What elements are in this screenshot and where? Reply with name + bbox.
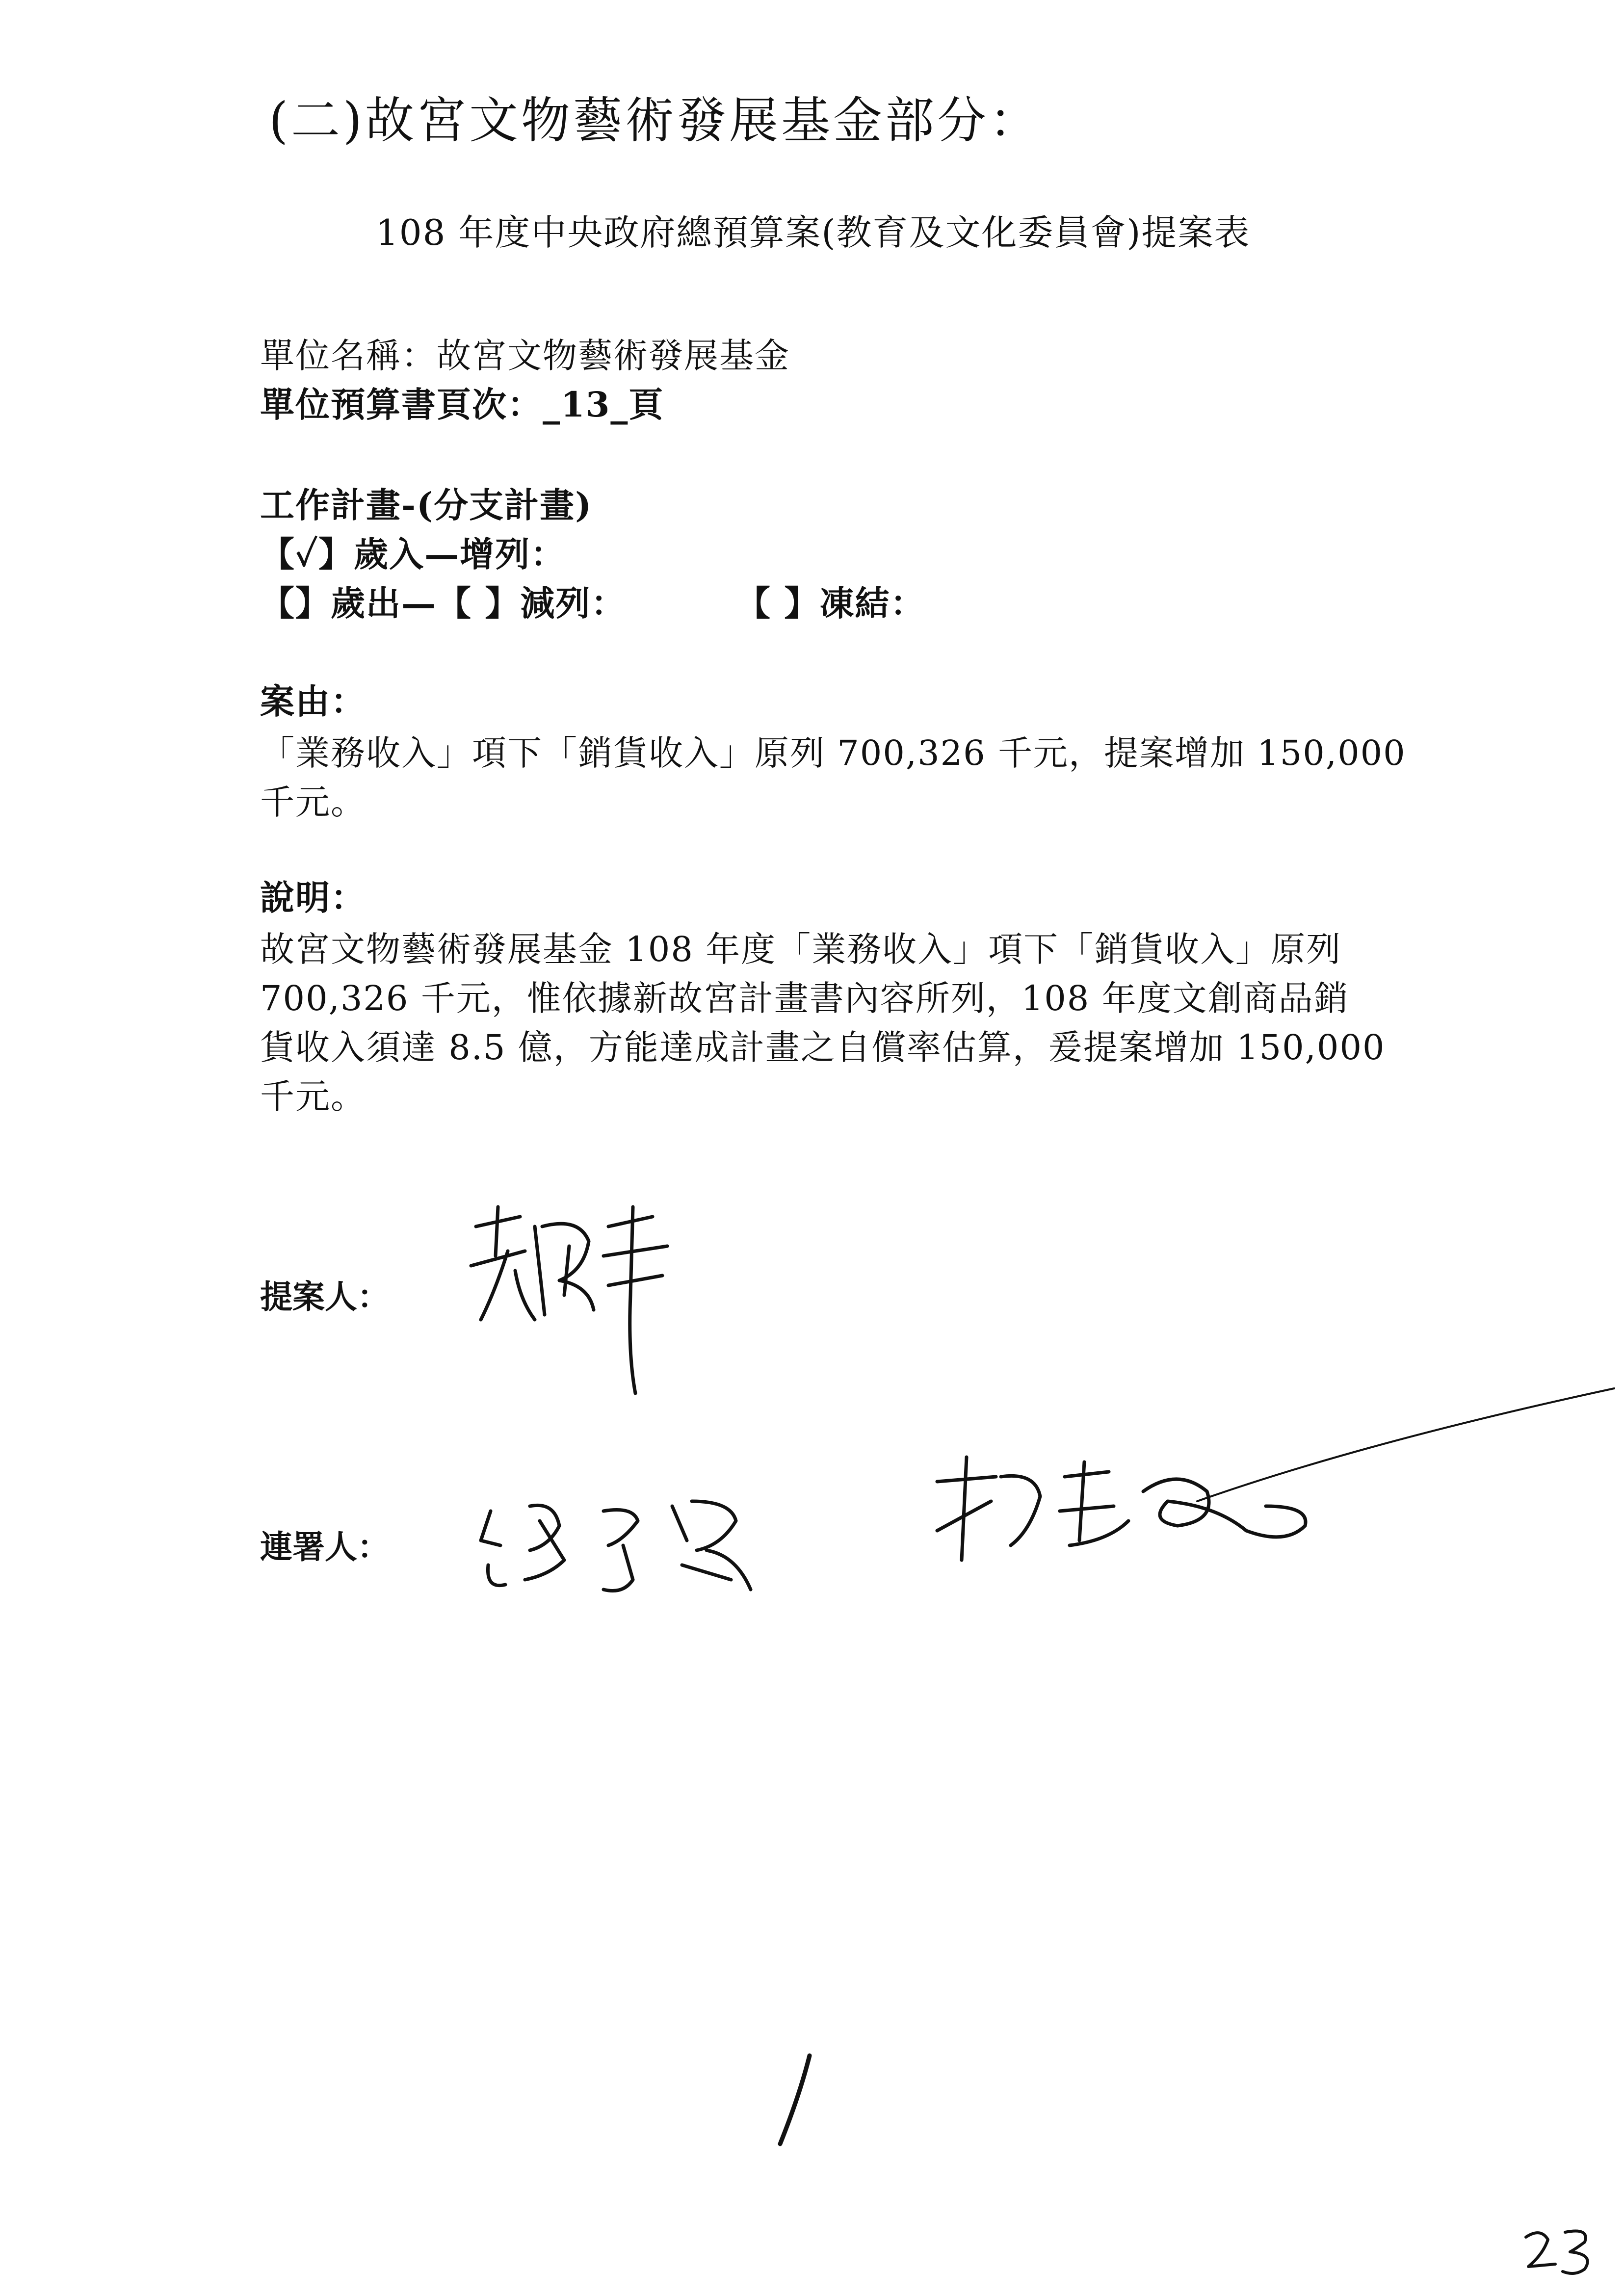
freeze-checkbox: 【 】凍結： [736,583,926,624]
work-plan: 工作計畫-(分支計畫) [260,485,593,525]
expense-decrease-checkbox: 【】歲出—【 】減列： [260,583,627,624]
revenue-increase-checkbox: 【✓】歲入—增列： [260,534,566,574]
case-label: 案由： [260,681,366,722]
proposer-signature [461,1197,687,1403]
case-line: 「業務收入」項下「銷貨收入」原列 700,326 千元，提案增加 150,000 [260,733,1406,773]
proposer-label: 提案人： [260,1278,390,1316]
unit-budget-page: 單位預算書頁次：_13_頁 [260,384,664,425]
handwritten-mark [765,2051,824,2149]
form-title: 108 年度中央政府總預算案(教育及文化委員會)提案表 [376,212,1251,253]
explanation-line: 700,326 千元，惟依據新故宮計畫書內容所列，108 年度文創商品銷 [260,978,1349,1018]
explanation-line: 故宮文物藝術發展基金 108 年度「業務收入」項下「銷貨收入」原列 [260,929,1342,969]
case-line: 千元。 [260,782,366,822]
explanation-line: 貨收入須達 8.5 億，方能達成計畫之自償率估算，爰提案增加 150,000 [260,1027,1386,1068]
cosigner-signature [476,1491,780,1604]
cosigner-label: 連署人： [260,1528,390,1566]
explanation-label: 說明： [260,877,366,918]
cosigner-signature [922,1383,1619,1580]
section-title: (二)故宮文物藝術發展基金部分： [269,92,1042,149]
explanation-line: 千元。 [260,1076,366,1117]
unit-name: 單位名稱：故宮文物藝術發展基金 [260,336,790,376]
page-number-handwritten [1516,2218,1604,2281]
